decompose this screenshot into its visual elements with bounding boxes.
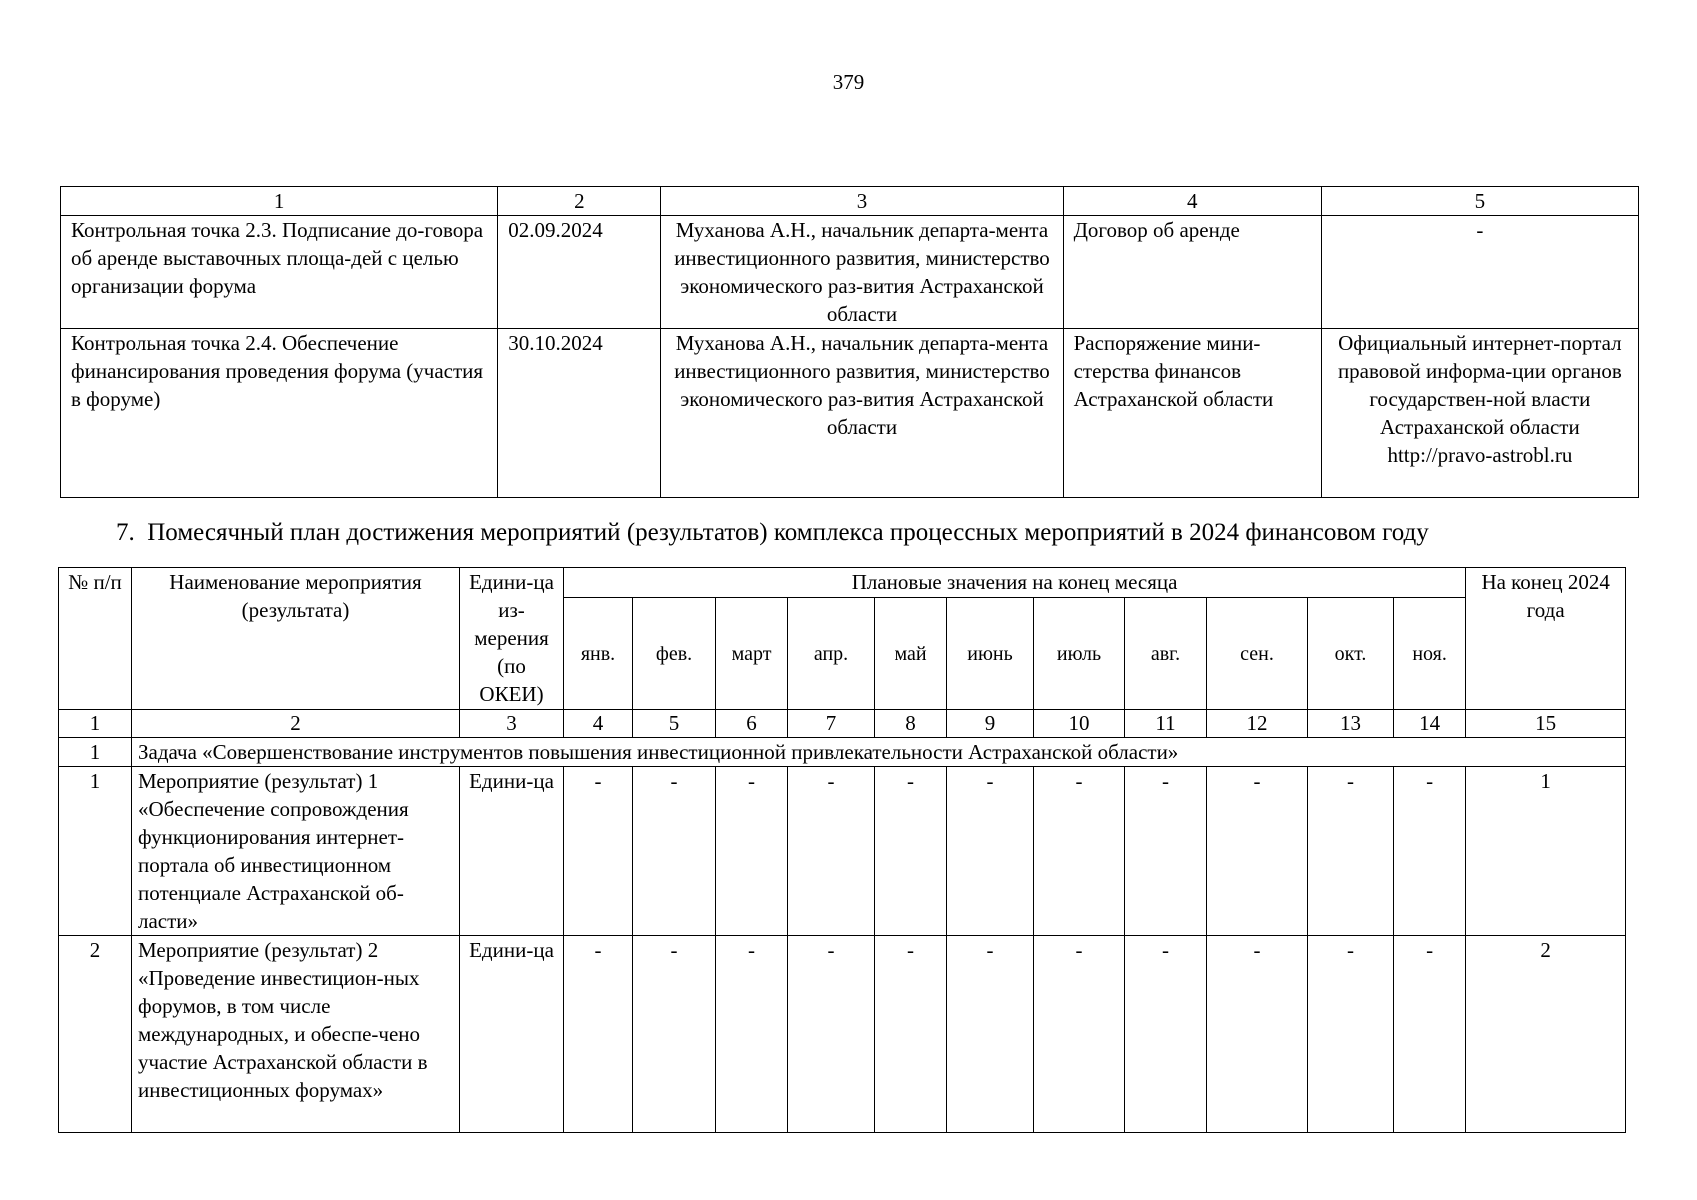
month-header: авг.	[1125, 598, 1207, 710]
column-number: 8	[875, 710, 947, 738]
column-number: 15	[1466, 710, 1626, 738]
control-point-name: Контрольная точка 2.3. Подписание до-говора об аренде выставочных площа-дей с целью организации форума	[61, 216, 498, 329]
monthly-value: -	[1034, 767, 1125, 936]
month-header: сен.	[1207, 598, 1308, 710]
monthly-plan-table	[58, 567, 1626, 1133]
monthly-value: -	[947, 767, 1034, 936]
information-source: -	[1321, 216, 1638, 329]
header-number: № п/п	[59, 568, 132, 710]
row-number: 2	[59, 936, 132, 1133]
column-number: 6	[716, 710, 788, 738]
year-end-value: 1	[1466, 767, 1626, 936]
monthly-value: -	[875, 767, 947, 936]
header-year-end: На конец 2024 года	[1466, 568, 1626, 710]
monthly-value: -	[564, 767, 633, 936]
column-number: 3	[661, 187, 1063, 216]
information-source: Официальный интернет-портал правовой информа-ции органов государствен-ной власти Астраханской области http://pravo-astrobl.ru	[1321, 329, 1638, 498]
header-planned-values: Плановые значения на конец месяца	[564, 568, 1466, 598]
responsible-person: Муханова А.Н., начальник департа-мента инвестиционного развития, министерство экономического раз-вития Астраханской области	[661, 216, 1063, 329]
monthly-value: -	[716, 767, 788, 936]
month-header: май	[875, 598, 947, 710]
column-number: 9	[947, 710, 1034, 738]
monthly-value: -	[1308, 767, 1394, 936]
month-header: фев.	[633, 598, 716, 710]
monthly-value: -	[1308, 936, 1394, 1133]
column-number: 13	[1308, 710, 1394, 738]
task-row	[59, 738, 1626, 767]
monthly-value: -	[1394, 936, 1466, 1133]
unit-of-measure: Едини-ца	[460, 936, 564, 1133]
monthly-value: -	[633, 767, 716, 936]
column-number: 1	[61, 187, 498, 216]
year-end-value: 2	[1466, 936, 1626, 1133]
column-number: 2	[498, 187, 661, 216]
column-number: 4	[1063, 187, 1321, 216]
page-number: 379	[832, 70, 865, 94]
task-title: Задача «Совершенствование инструментов повышения инвестиционной привлекательности Астраханской области»	[132, 738, 1626, 767]
monthly-value: -	[788, 767, 875, 936]
task-number: 1	[59, 738, 132, 767]
table-row	[61, 329, 1639, 498]
column-number: 1	[59, 710, 132, 738]
month-header: март	[716, 598, 788, 710]
monthly-value: -	[1394, 767, 1466, 936]
table-header-row	[59, 568, 1626, 598]
column-number: 7	[788, 710, 875, 738]
column-number: 14	[1394, 710, 1466, 738]
section-heading	[116, 519, 1429, 547]
month-header: июль	[1034, 598, 1125, 710]
document-type: Договор об аренде	[1063, 216, 1321, 329]
month-header: янв.	[564, 598, 633, 710]
activity-name: Мероприятие (результат) 1 «Обеспечение сопровождения функционирования интернет-портала об инвестиционном потенциале Астраханской об-ласти»	[132, 767, 460, 936]
section-title: Помесячный план достижения мероприятий (результатов) комплекса процессных мероприятий в 2024 финансовом году	[147, 519, 1429, 546]
header-unit: Едини-ца из-мерения (по ОКЕИ)	[460, 568, 564, 710]
section-number: 7.	[116, 519, 135, 546]
monthly-value: -	[1125, 767, 1207, 936]
table-row	[59, 767, 1626, 936]
table-row	[61, 216, 1639, 329]
control-point-date: 02.09.2024	[498, 216, 661, 329]
monthly-value: -	[633, 936, 716, 1133]
monthly-value: -	[716, 936, 788, 1133]
column-numbers-row	[59, 710, 1626, 738]
monthly-value: -	[788, 936, 875, 1133]
table-header-row	[61, 187, 1639, 216]
table-row	[59, 936, 1626, 1133]
monthly-value: -	[1207, 767, 1308, 936]
column-number: 10	[1034, 710, 1125, 738]
control-point-name: Контрольная точка 2.4. Обеспечение финансирования проведения форума (участия в форуме)	[61, 329, 498, 498]
monthly-value: -	[1034, 936, 1125, 1133]
monthly-value: -	[1125, 936, 1207, 1133]
month-header: окт.	[1308, 598, 1394, 710]
column-number: 4	[564, 710, 633, 738]
monthly-value: -	[875, 936, 947, 1133]
column-number: 3	[460, 710, 564, 738]
control-points-table	[60, 186, 1639, 498]
control-point-date: 30.10.2024	[498, 329, 661, 498]
column-number: 5	[1321, 187, 1638, 216]
month-header: июнь	[947, 598, 1034, 710]
month-header: апр.	[788, 598, 875, 710]
monthly-value: -	[1207, 936, 1308, 1133]
column-number: 5	[633, 710, 716, 738]
activity-name: Мероприятие (результат) 2 «Проведение инвестицион-ных форумов, в том числе международных, и обеспе-чено участие Астраханской области в инвестиционных форумах»	[132, 936, 460, 1133]
monthly-value: -	[564, 936, 633, 1133]
unit-of-measure: Едини-ца	[460, 767, 564, 936]
monthly-value: -	[947, 936, 1034, 1133]
header-name: Наименование мероприятия (результата)	[132, 568, 460, 710]
month-header: ноя.	[1394, 598, 1466, 710]
column-number: 11	[1125, 710, 1207, 738]
column-number: 2	[132, 710, 460, 738]
row-number: 1	[59, 767, 132, 936]
responsible-person: Муханова А.Н., начальник департа-мента инвестиционного развития, министерство экономического раз-вития Астраханской области	[661, 329, 1063, 498]
column-number: 12	[1207, 710, 1308, 738]
document-type: Распоряжение мини-стерства финансов Астраханской области	[1063, 329, 1321, 498]
